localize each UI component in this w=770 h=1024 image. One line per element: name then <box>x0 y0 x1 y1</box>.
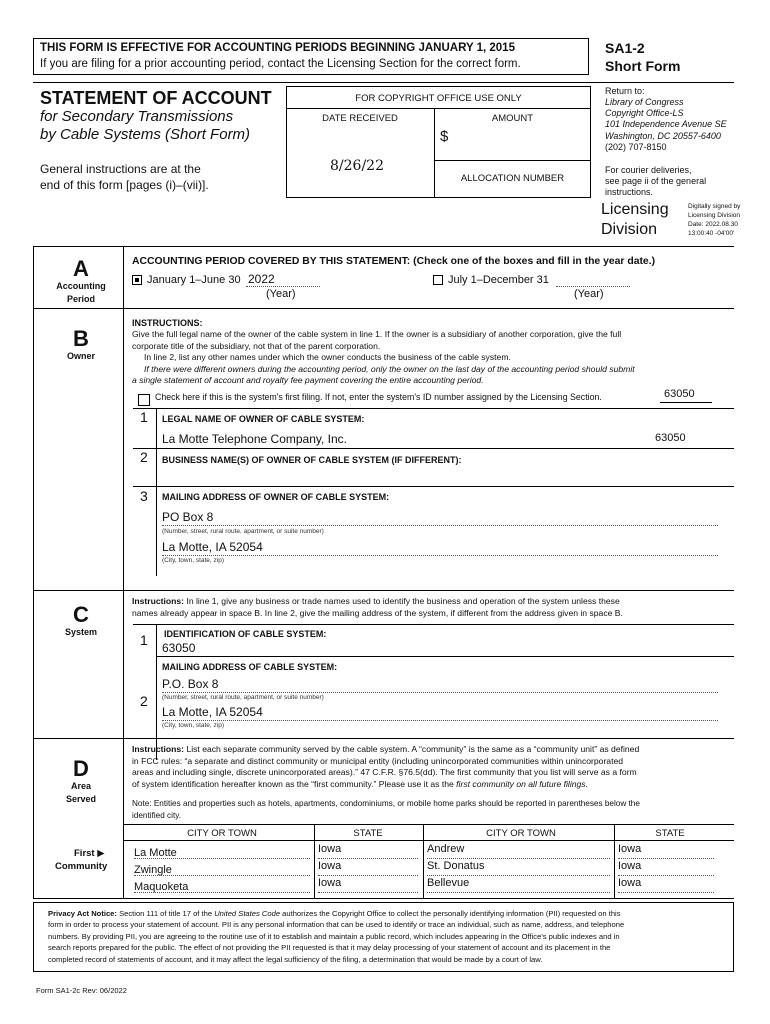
dollar-sign: $ <box>440 128 449 145</box>
general-instructions-1: General instructions are at the <box>40 162 201 176</box>
amount-rule <box>434 160 591 161</box>
community-row-rule <box>318 892 418 893</box>
jan-june-checkbox[interactable] <box>132 275 142 285</box>
section-c-bottom-rule <box>33 738 734 739</box>
section-c-label: System <box>64 627 98 637</box>
section-c-instr-head: Instructions: <box>132 596 185 606</box>
community-row-rule <box>318 858 418 859</box>
signature-name-line: Division <box>601 221 658 238</box>
owner-mailing-label: MAILING ADDRESS OF OWNER OF CABLE SYSTEM: <box>162 492 390 502</box>
first-community-label: Community <box>55 861 108 872</box>
section-b-instr-line: a single statement of account and royalty fee payment covering the entire accounting period. <box>132 375 484 386</box>
community-city-input[interactable]: Andrew <box>427 843 465 855</box>
section-b-instr-line: corporate title of the subsidiary, not that of the parent corporation. <box>132 340 381 351</box>
b-line-3-divider <box>156 486 157 576</box>
return-address-line: Washington, DC 20557-6400 <box>605 130 721 141</box>
legal-name-label: LEGAL NAME OF OWNER OF CABLE SYSTEM: <box>162 414 365 424</box>
section-b-label: Owner <box>66 351 95 361</box>
community-state-input[interactable]: Iowa <box>318 843 342 855</box>
community-col-divider-1 <box>314 824 315 898</box>
community-row-rule <box>618 875 714 876</box>
owner-address-line-2-rule <box>162 555 718 556</box>
section-c-instr-text: In line 1, give any business or trade names used to identify the business and operation of the system unless these <box>186 596 620 606</box>
privacy-notice-line: search reports prepared for the public. The effect of not providing the PII requested is that it may delay processing of your statement of account and its placement in the <box>48 943 611 953</box>
col-header-city-left: CITY OR TOWN <box>187 828 257 839</box>
community-row-rule <box>618 858 714 859</box>
form-revision: Form SA1-2c Rev: 06/2022 <box>36 986 127 995</box>
section-d-instr-line <box>132 744 732 756</box>
first-filing-label: Check here if this is the system's first filing. If not, enter the system's ID number assigned by the Licensing Section. <box>155 392 602 402</box>
signature-name-line: Licensing <box>601 201 669 218</box>
general-instructions-2: end of this form [pages (i)–(vii)]. <box>40 178 209 192</box>
privacy-notice-head: Privacy Act Notice: <box>48 909 117 918</box>
section-b-letter: B <box>73 326 89 351</box>
digital-signature-line: 13:00:40 -04'00' <box>688 230 735 237</box>
courier-note-line: see page ii of the general <box>605 176 707 186</box>
system-id-input[interactable]: 63050 <box>664 388 695 400</box>
frame-top-rule <box>33 246 734 247</box>
courier-note-line: For courier deliveries, <box>605 165 692 175</box>
b-line-2-number: 2 <box>140 449 148 465</box>
section-a-bottom-rule <box>33 308 734 309</box>
office-use-rule <box>286 108 591 109</box>
jan-june-label: January 1–June 30 <box>147 274 241 286</box>
business-name-label: BUSINESS NAME(S) OF OWNER OF CABLE SYSTEM (IF DIFFERENT): <box>162 455 462 465</box>
community-row-rule <box>134 875 310 876</box>
section-d-note-line: Note: Entities and properties such as hotels, apartments, condominiums, or mobile home parks should be reported in parentheses below the <box>132 799 640 808</box>
amount-label: AMOUNT <box>491 113 534 124</box>
accounting-period-heading: ACCOUNTING PERIOD COVERED BY THIS STATEMENT: (Check one of the boxes and fill in the year date.) <box>132 256 656 267</box>
community-row-rule <box>134 858 310 859</box>
digital-signature-line: Licensing Division <box>688 212 741 219</box>
community-city-input[interactable]: Maquoketa <box>134 881 189 893</box>
digital-signature-line: Digitally signed by <box>688 203 741 210</box>
community-row-rule <box>618 892 714 893</box>
section-a-letter: A <box>73 256 89 281</box>
system-identification-input[interactable]: 63050 <box>162 641 196 655</box>
community-header-rule <box>123 840 734 841</box>
b-line-1-number: 1 <box>140 409 148 425</box>
system-identification-label: IDENTIFICATION OF CABLE SYSTEM: <box>164 629 327 639</box>
system-address-line-1[interactable]: P.O. Box 8 <box>162 677 219 691</box>
statement-subtitle-2: by Cable Systems (Short Form) <box>40 126 251 143</box>
privacy-notice-text: Section 111 of title 17 of the <box>119 909 215 918</box>
first-filing-checkbox[interactable] <box>138 394 150 406</box>
section-d-label-line: Served <box>65 794 97 804</box>
allocation-number-label: ALLOCATION NUMBER <box>460 173 565 184</box>
section-b-instr-line: In line 2, list any other names under which the owner conducts the business of the cable system. <box>144 352 511 363</box>
return-address-line: Library of Congress <box>605 97 684 107</box>
section-a-label-line: Period <box>66 294 95 304</box>
owner-address-line-1[interactable]: PO Box 8 <box>162 510 214 524</box>
effective-notice-title: THIS FORM IS EFFECTIVE FOR ACCOUNTING PERIODS BEGINNING JANUARY 1, 2015 <box>40 42 515 54</box>
frame-bottom-rule <box>33 898 734 899</box>
b-line-1-rule <box>133 448 734 449</box>
section-c-instr-line: names already appear in space B. In line 2, give the mailing address of the system, if different from the address given in space B. <box>132 607 623 618</box>
community-city-input[interactable]: Bellevue <box>427 877 470 889</box>
community-col-divider-2 <box>423 824 424 898</box>
return-address-line: 101 Independence Avenue SE <box>605 119 727 130</box>
community-city-input[interactable]: Zwingle <box>134 864 172 876</box>
b-line-2-divider <box>156 448 157 486</box>
return-phone: (202) 707-8150 <box>605 142 667 152</box>
b-line-3-number: 3 <box>140 488 148 504</box>
col-header-city-right: CITY OR TOWN <box>486 828 556 839</box>
b-line-1-divider <box>156 408 157 448</box>
privacy-notice-line: numbers. By providing PII, you are agreeing to the routine use of it to establish and maintain a public record, which includes appearing in the Office's public indexes and in <box>48 931 620 941</box>
system-address-line-2-rule <box>162 720 718 721</box>
july-dec-checkbox[interactable] <box>433 275 443 285</box>
section-a-label-line: Accounting <box>56 281 106 291</box>
section-b-instr-line: If there were different owners during the accounting period, only the owner on the last day of the accounting period should submit <box>144 363 635 374</box>
community-col-divider-3 <box>614 824 615 898</box>
privacy-notice-line: completed record of statements of account, and it may affect the legal sufficiency of the filing, a determination that would be made by a court of law. <box>48 954 543 964</box>
office-use-heading: FOR COPYRIGHT OFFICE USE ONLY <box>355 93 522 104</box>
privacy-notice-line: form in order to process your statement of account. PII is any personal information that can be used to identify or trace an individual, such as name, address, and telephone <box>48 920 625 930</box>
return-address-line: Copyright Office-LS <box>605 108 684 119</box>
section-c-row-rule <box>133 624 734 625</box>
system-id-line <box>660 402 712 403</box>
courier-note <box>605 165 706 198</box>
section-d-instr-head: Instructions: <box>132 744 185 754</box>
section-c-letter: C <box>73 602 89 627</box>
section-d-label <box>26 780 136 806</box>
community-row-rule <box>427 875 610 876</box>
digital-signature-note <box>688 202 740 238</box>
owner-address-line-1-caption: (Number, street, rural route, apartment, or suite number) <box>162 528 324 535</box>
digital-signature-line: Date: 2022.08.30 <box>688 221 738 228</box>
section-b-instr-line: Give the full legal name of the owner of the cable system in line 1. If the owner is a subsidiary of another corporation, give the full <box>132 329 622 339</box>
section-b-bottom-rule <box>33 590 734 591</box>
statement-subtitle-1: for Secondary Transmissions <box>40 108 234 125</box>
section-d-instr-line: areas and including single, discrete unincorporated areas).” 47 C.F.R. §76.5(dd). The first community that you list will serve as a form <box>132 767 637 778</box>
community-row-rule <box>427 892 610 893</box>
owner-id-value: 63050 <box>655 432 686 444</box>
section-b-row-rule <box>133 408 734 409</box>
section-c-instr-line <box>132 596 732 608</box>
owner-name-input[interactable]: La Motte Telephone Company, Inc. <box>162 432 348 446</box>
courier-note-line: instructions. <box>605 187 654 197</box>
section-b-instructions-head: INSTRUCTIONS: <box>132 318 203 328</box>
section-d-label-line: Area <box>70 781 91 791</box>
date-received-label: DATE RECEIVED <box>322 113 398 124</box>
b-line-2-rule <box>133 486 734 487</box>
c-line-1-rule <box>156 656 734 657</box>
return-address <box>605 97 727 142</box>
section-b-instructions <box>132 329 732 387</box>
community-state-input[interactable]: Iowa <box>618 877 642 889</box>
privacy-notice <box>48 908 728 965</box>
date-received-value: 8/26/22 <box>330 158 384 174</box>
system-address-line-1-rule <box>162 692 718 693</box>
community-row-rule <box>318 875 418 876</box>
c-line-1-number: 1 <box>140 632 148 648</box>
privacy-notice-text: authorizes the Copyright Office to collect the personally identifying information (PII) requested on this <box>280 909 621 918</box>
section-d-letter: D <box>73 756 89 781</box>
system-address-line-2[interactable]: La Motte, IA 52054 <box>162 705 263 719</box>
section-d-instr-text: of system identification hereafter known as the “first community.” Please use it as the <box>132 778 457 789</box>
privacy-notice-emphasis: United States Code <box>214 909 281 918</box>
section-d-note-line: identified city. <box>132 810 181 820</box>
section-d-instr-emphasis: first community on all future filings. <box>456 778 588 789</box>
system-mailing-label: MAILING ADDRESS OF CABLE SYSTEM: <box>162 662 338 672</box>
c-line-2-number: 2 <box>140 693 148 709</box>
community-table-top-rule <box>123 824 734 825</box>
july-dec-label: July 1–December 31 <box>448 274 549 286</box>
owner-address-line-2[interactable]: La Motte, IA 52054 <box>162 540 263 554</box>
form-id: SA1-2 <box>605 40 645 56</box>
section-d-note <box>132 798 732 821</box>
section-d-instr-line <box>132 779 732 791</box>
c-line-1-divider <box>156 624 157 760</box>
section-c-instructions <box>132 596 732 619</box>
section-d-instr-text: List each separate community served by the cable system. A “community” is the same as a “community unit” as defined <box>186 744 640 754</box>
col-header-state-right: STATE <box>655 828 685 839</box>
section-a-label <box>26 280 136 306</box>
community-state-input[interactable]: Iowa <box>318 877 342 889</box>
section-d-instructions <box>132 744 732 790</box>
owner-address-line-2-caption: (City, town, state, zip) <box>162 557 225 564</box>
system-address-line-1-caption: (Number, street, rural route, apartment, or suite number) <box>162 694 324 701</box>
community-city-input[interactable]: La Motte <box>134 847 177 859</box>
banner-divider <box>33 82 734 83</box>
community-state-input[interactable]: Iowa <box>618 860 642 872</box>
july-dec-year-line[interactable] <box>556 286 630 287</box>
community-state-input[interactable]: Iowa <box>318 860 342 872</box>
community-row-rule <box>134 892 310 893</box>
effective-notice-subtitle: If you are filing for a prior accounting period, contact the Licensing Section for the correct form. <box>40 58 521 70</box>
first-community-marker: First ▶ <box>74 848 105 859</box>
form-type: Short Form <box>605 58 681 74</box>
jan-june-year-line <box>246 286 320 287</box>
system-address-line-2-caption: (City, town, state, zip) <box>162 722 225 729</box>
community-row-rule <box>427 858 610 859</box>
community-state-input[interactable]: Iowa <box>618 843 642 855</box>
jan-june-year-input[interactable]: 2022 <box>248 272 275 286</box>
col-header-state-left: STATE <box>353 828 383 839</box>
section-d-instr-line: in FCC rules: “a separate and distinct community or municipal entity (including unincorporated communities within unincorporated <box>132 755 624 766</box>
return-to-label: Return to: <box>605 86 645 96</box>
owner-address-line-1-rule <box>162 525 718 526</box>
privacy-notice-line <box>48 908 728 919</box>
july-dec-year-caption: (Year) <box>574 288 604 300</box>
community-city-input[interactable]: St. Donatus <box>427 860 485 872</box>
jan-june-year-caption: (Year) <box>266 288 296 300</box>
signature-name <box>601 200 669 240</box>
statement-title: STATEMENT OF ACCOUNT <box>40 88 272 108</box>
